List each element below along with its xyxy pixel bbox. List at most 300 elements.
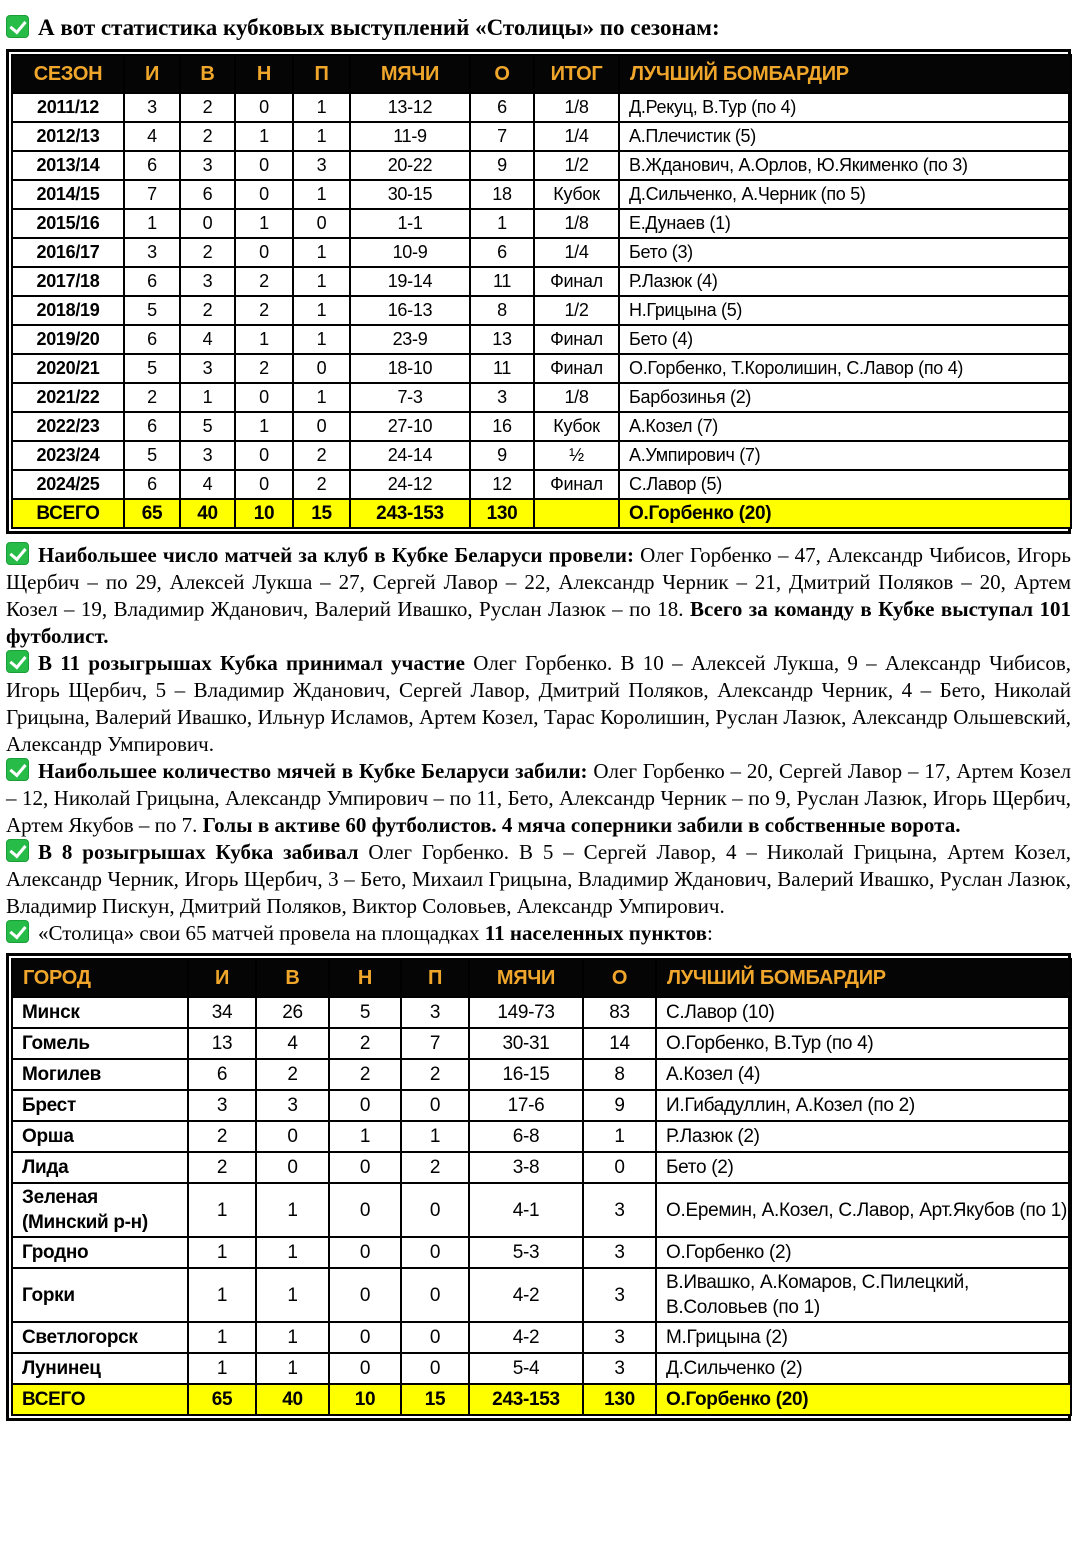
intro-line [6,14,1071,42]
table-cell: 0 [256,1121,329,1152]
table-cell: 2 [401,1152,469,1183]
table-cell: 2012/13 [12,122,124,151]
table-cell: 2011/12 [12,93,124,122]
table-row [12,441,1071,470]
total-cell: 10 [235,499,293,528]
table-cell: 6 [470,93,534,122]
table-cell: 2016/17 [12,238,124,267]
table-cell: 30-31 [469,1028,583,1059]
total-cell: 243-153 [469,1384,583,1415]
table-cell: Минск [12,997,188,1028]
header-cell: СЕЗОН [12,55,124,93]
table-cell: Кубок [534,412,619,441]
table-cell: 4 [256,1028,329,1059]
table-cell: В.Жданович, А.Орлов, Ю.Якименко (по 3) [619,151,1071,180]
table-cell: 2021/22 [12,383,124,412]
table-cell: Лида [12,1152,188,1183]
table-cell: 5 [124,441,180,470]
cities-table [11,958,1072,1416]
table-cell: 7 [124,180,180,209]
table-cell: 2 [188,1152,256,1183]
table-cell: 1/4 [534,122,619,151]
table-cell: 16-15 [469,1059,583,1090]
paragraph [6,758,1071,839]
table-cell: 1 [256,1322,329,1353]
paragraph [6,839,1071,920]
table-cell: 3 [180,354,235,383]
table-row [12,997,1071,1028]
table-cell: А.Умпирович (7) [619,441,1071,470]
table-cell: Бето (3) [619,238,1071,267]
table-cell: 9 [470,151,534,180]
table-cell: Финал [534,267,619,296]
table-cell: 2 [293,470,350,499]
table-cell: Лунинец [12,1353,188,1384]
table-cell: 0 [293,354,350,383]
table-cell: 2 [329,1028,401,1059]
table-cell: 2 [235,354,293,383]
table-cell: 3 [401,997,469,1028]
table-row [12,122,1071,151]
header-cell: ИТОГ [534,55,619,93]
table-cell: 2 [180,296,235,325]
table-cell: 14 [583,1028,656,1059]
table-cell: 0 [329,1353,401,1384]
table-cell: 1 [401,1121,469,1152]
table-cell: 7 [401,1028,469,1059]
table-cell: 13-12 [350,93,470,122]
table-cell: 2 [293,441,350,470]
table-cell: 1 [293,267,350,296]
table-cell: 1 [235,412,293,441]
total-cell: 15 [293,499,350,528]
header-cell: О [470,55,534,93]
table-row [12,1322,1071,1353]
table-row [12,180,1071,209]
table-cell: 3 [583,1322,656,1353]
paragraph-text: Олег Горбенко. В 10 – Алексей Лукша, 9 – Александр Чибисов, Игорь Щербич, 5 – Владимир Жданович, Сергей Лавор, Дмитрий Поляков, Александр Черник, 4 – Бето, Николай Грицына, Валерий Ивашко, Ильнур Исламов, Артем Козел, Тарас Королишин, Руслан Лазюк, Александр Ольшевский, Александр Умпирович. [6,651,1071,757]
table-row [12,354,1071,383]
table-cell: Д.Сильченко (2) [656,1353,1071,1384]
table-cell: Светлогорск [12,1322,188,1353]
table-row [12,1353,1071,1384]
table-cell: 7-3 [350,383,470,412]
table-cell: 0 [235,238,293,267]
table-cell: Е.Дунаев (1) [619,209,1071,238]
table-cell: 5-3 [469,1237,583,1268]
table-cell: 0 [235,441,293,470]
table-cell: 3 [124,238,180,267]
table-cell: ½ [534,441,619,470]
table-cell: 3 [470,383,534,412]
table-cell: 1 [293,93,350,122]
table-cell: 0 [329,1183,401,1237]
table-cell: 9 [583,1090,656,1121]
table-cell: О.Горбенко (2) [656,1237,1071,1268]
table-cell: 4-2 [469,1322,583,1353]
table-cell: 1 [256,1237,329,1268]
total-cell: ВСЕГО [12,1384,188,1415]
table-cell: 2023/24 [12,441,124,470]
total-cell: 10 [329,1384,401,1415]
table-cell: 3 [124,93,180,122]
table-row [12,296,1071,325]
table-cell: 5 [124,354,180,383]
table-cell: 5 [329,997,401,1028]
table-cell: 4 [180,470,235,499]
table-cell: 1/4 [534,238,619,267]
paragraph-text: В 8 розыгрышах Кубка забивал [38,840,369,865]
table-cell: 2015/16 [12,209,124,238]
table-row [12,383,1071,412]
table-cell: 18-10 [350,354,470,383]
total-cell: 40 [180,499,235,528]
table-cell: 2022/23 [12,412,124,441]
table-cell: 2 [124,383,180,412]
table-cell: 11 [470,267,534,296]
table-row [12,1090,1071,1121]
paragraph-text: В 11 розыгрышах Кубка принимал участие [38,651,474,676]
header-cell: В [180,55,235,93]
table-row [12,1152,1071,1183]
total-cell: ВСЕГО [12,499,124,528]
table-row [12,209,1071,238]
table-cell: 2 [401,1059,469,1090]
table-cell: 3 [180,441,235,470]
check-icon [6,650,29,673]
table-row [12,93,1071,122]
table-cell: Горки [12,1268,188,1322]
paragraph-text: : [706,921,713,946]
check-icon [6,758,29,781]
table-cell: Н.Грицына (5) [619,296,1071,325]
table-cell: 2 [180,122,235,151]
table-cell: 34 [188,997,256,1028]
header-cell: И [188,959,256,997]
table-cell: 0 [235,383,293,412]
total-cell: 243-153 [350,499,470,528]
table-cell: Гомель [12,1028,188,1059]
table-cell: 1 [256,1183,329,1237]
table-cell: 4-2 [469,1268,583,1322]
seasons-table [11,54,1072,529]
table-cell: 24-12 [350,470,470,499]
table-cell: А.Плечистик (5) [619,122,1071,151]
table-cell: 2 [180,93,235,122]
table-cell: 16 [470,412,534,441]
table-cell: 5-4 [469,1353,583,1384]
total-cell: О.Горбенко (20) [619,499,1071,528]
table-cell: 13 [188,1028,256,1059]
table-cell: 2018/19 [12,296,124,325]
table-cell: 3 [180,151,235,180]
table-cell: А.Козел (4) [656,1059,1071,1090]
table-cell: Кубок [534,180,619,209]
table-row [12,1059,1071,1090]
table-cell: 1/2 [534,151,619,180]
table-cell: Финал [534,470,619,499]
total-cell: 130 [583,1384,656,1415]
table-cell: Р.Лазюк (2) [656,1121,1071,1152]
total-cell [534,499,619,528]
table-row [12,267,1071,296]
table-cell: 3 [188,1090,256,1121]
table-cell: Д.Сильченко, А.Черник (по 5) [619,180,1071,209]
table-cell: А.Козел (7) [619,412,1071,441]
table-cell: 1 [180,383,235,412]
table-cell: 1 [188,1353,256,1384]
paragraph [6,920,1071,947]
table-cell: 0 [235,180,293,209]
table-cell: 17-6 [469,1090,583,1121]
table-cell: 2 [235,267,293,296]
table-cell: О.Еремин, А.Козел, С.Лавор, Арт.Якубов (по 1) [656,1183,1071,1237]
table-row [12,1237,1071,1268]
table-cell: 6 [124,151,180,180]
header-cell: ЛУЧШИЙ БОМБАРДИР [619,55,1071,93]
paragraphs [6,542,1071,947]
table-cell: 2017/18 [12,267,124,296]
table-cell: Р.Лазюк (4) [619,267,1071,296]
table-cell: 1/8 [534,383,619,412]
table-cell: 8 [470,296,534,325]
header-cell: В [256,959,329,997]
table-cell: 0 [401,1353,469,1384]
table-cell: 0 [583,1152,656,1183]
table-cell: Бето (2) [656,1152,1071,1183]
table-cell: 83 [583,997,656,1028]
table-cell: 19-14 [350,267,470,296]
table-cell: 3-8 [469,1152,583,1183]
table-cell: 0 [235,470,293,499]
table-cell: 0 [180,209,235,238]
check-icon [6,15,29,38]
table-cell: 18 [470,180,534,209]
header-cell: МЯЧИ [469,959,583,997]
table-cell: 0 [401,1183,469,1237]
paragraph-text: Олег Горбенко. В 5 – Сергей Лавор, 4 – Николай Грицына, Артем Козел, Александр Черник, Игорь Щербич, 3 – Бето, Михаил Грицына, Владимир Жданович, Валерий Ивашко, Руслан Лазюк, Владимир Пискун, Дмитрий Поляков, Виктор Соловьев, Александр Умпирович. [6,840,1072,919]
table-cell: 6 [470,238,534,267]
table-cell: Зеленая (Минский р-н) [12,1183,188,1237]
table-cell: 1 [293,238,350,267]
table-row [12,1028,1071,1059]
table-cell: 2019/20 [12,325,124,354]
table-cell: О.Горбенко, Т.Королишин, С.Лавор (по 4) [619,354,1071,383]
table-cell: 1 [188,1322,256,1353]
table-cell: 2 [329,1059,401,1090]
paragraph-text: Голы в активе 60 футболистов. 4 мяча соперники забили в собственные ворота. [202,813,961,838]
header-cell: Н [235,55,293,93]
table-cell: 6 [124,325,180,354]
table-cell: Д.Рекуц, В.Тур (по 4) [619,93,1071,122]
table-cell: 30-15 [350,180,470,209]
table-cell: 0 [293,412,350,441]
table-cell: 0 [401,1090,469,1121]
table-cell: 2014/15 [12,180,124,209]
table-cell: 0 [329,1090,401,1121]
header-cell: О [583,959,656,997]
table-cell: 0 [401,1268,469,1322]
total-row [12,1384,1071,1415]
total-cell: 40 [256,1384,329,1415]
table-cell: 3 [583,1268,656,1322]
table-cell: 26 [256,997,329,1028]
table-cell: 12 [470,470,534,499]
table-cell: 6 [188,1059,256,1090]
table-cell: 1 [256,1268,329,1322]
header-cell: ГОРОД [12,959,188,997]
table-cell: 3 [256,1090,329,1121]
table-cell: 3 [293,151,350,180]
table-cell: 149-73 [469,997,583,1028]
table-cell: 2013/14 [12,151,124,180]
table-cell: О.Горбенко, В.Тур (по 4) [656,1028,1071,1059]
table-cell: 0 [235,93,293,122]
table-cell: 16-13 [350,296,470,325]
table-row [12,1268,1071,1322]
table-cell: 0 [235,151,293,180]
paragraph-text: Наибольшее число матчей за клуб в Кубке Беларуси провели: [38,543,641,568]
table-cell: 3 [583,1183,656,1237]
table-cell: 4-1 [469,1183,583,1237]
table-cell: С.Лавор (5) [619,470,1071,499]
header-row [12,55,1071,93]
table-cell: 13 [470,325,534,354]
total-cell: 65 [188,1384,256,1415]
table-cell: 0 [329,1322,401,1353]
table-cell: 0 [401,1322,469,1353]
table-cell: 1/2 [534,296,619,325]
header-cell: П [401,959,469,997]
table-cell: М.Грицына (2) [656,1322,1071,1353]
table-cell: 1 [235,325,293,354]
table-cell: 1 [188,1237,256,1268]
table-cell: В.Ивашко, А.Комаров, С.Пилецкий, В.Соловьев (по 1) [656,1268,1071,1322]
table-cell: 1 [188,1268,256,1322]
table-cell: 5 [180,412,235,441]
total-cell: 130 [470,499,534,528]
header-cell: П [293,55,350,93]
table-cell: 1 [293,383,350,412]
paragraph-text: Олег Горбенко – 20, Сергей Лавор – 17, Артем Козел – 12, Николай Грицына, Александр Умпирович – по 11, Бето, Александр Черник – по 9, Руслан Лазюк, Игорь Щербич, Артем Якубов – по 7. [6,759,1071,838]
table-cell: 1 [293,180,350,209]
table-cell: 11-9 [350,122,470,151]
table-cell: 1 [293,325,350,354]
table-cell: Орша [12,1121,188,1152]
table-cell: 1 [124,209,180,238]
table-cell: 3 [180,267,235,296]
table-cell: 5 [124,296,180,325]
table-cell: 1 [235,122,293,151]
total-cell: 15 [401,1384,469,1415]
table-cell: 6-8 [469,1121,583,1152]
paragraph-text: Всего за команду в Кубке выступал 101 футболист. [6,597,1071,649]
table-cell: 6 [124,412,180,441]
total-cell: О.Горбенко (20) [656,1384,1071,1415]
table-cell: С.Лавор (10) [656,997,1071,1028]
table-cell: 2024/25 [12,470,124,499]
table-row [12,1183,1071,1237]
check-icon [6,542,29,565]
table-cell: 6 [124,470,180,499]
table-cell: 9 [470,441,534,470]
table-cell: 0 [293,209,350,238]
table-cell: 4 [180,325,235,354]
table-cell: 1 [329,1121,401,1152]
table-row [12,1121,1071,1152]
table-cell: 24-14 [350,441,470,470]
paragraph [6,542,1071,650]
table-cell: Барбозинья (2) [619,383,1071,412]
table-cell: 10-9 [350,238,470,267]
table-cell: 2020/21 [12,354,124,383]
table-cell: 2 [256,1059,329,1090]
table-cell: Финал [534,325,619,354]
table-cell: 1/8 [534,209,619,238]
table-row [12,412,1071,441]
table-cell: Бето (4) [619,325,1071,354]
paragraph [6,650,1071,758]
table-cell: 2 [235,296,293,325]
table-cell: 3 [583,1353,656,1384]
table-cell: 1 [293,296,350,325]
total-cell: 65 [124,499,180,528]
table-cell: 0 [329,1268,401,1322]
table-cell: 8 [583,1059,656,1090]
table-cell: 1 [293,122,350,151]
header-cell: И [124,55,180,93]
paragraph-text: Олег Горбенко – 47, Александр Чибисов, Игорь Щербич – по 29, Алексей Лукша – 27, Сергей Лавор – 22, Александр Черник – 21, Дмитрий Поляков – 20, Артем Козел – 19, Владимир Жданович, Валерий Ивашко, Руслан Лазюк – по 18. [6,543,1071,622]
table-cell: 11 [470,354,534,383]
table-cell: 2 [188,1121,256,1152]
table-cell: 6 [124,267,180,296]
check-icon [6,839,29,862]
table-row [12,325,1071,354]
seasons-table-wrap [6,49,1071,534]
table-row [12,470,1071,499]
table-cell: И.Гибадуллин, А.Козел (по 2) [656,1090,1071,1121]
intro-title: А вот статистика кубковых выступлений «Столицы» по сезонам: [38,15,720,40]
table-cell: 27-10 [350,412,470,441]
table-cell: 0 [329,1237,401,1268]
table-cell: 1 [256,1353,329,1384]
table-cell: 1 [188,1183,256,1237]
table-cell: 1/8 [534,93,619,122]
table-cell: Гродно [12,1237,188,1268]
table-cell: 1 [235,209,293,238]
header-cell: ЛУЧШИЙ БОМБАРДИР [656,959,1071,997]
table-cell: 20-22 [350,151,470,180]
header-cell: МЯЧИ [350,55,470,93]
table-cell: 0 [256,1152,329,1183]
table-cell: 23-9 [350,325,470,354]
table-cell: Финал [534,354,619,383]
paragraph-text: Наибольшее количество мячей в Кубке Беларуси забили: [38,759,594,784]
table-cell: 0 [401,1237,469,1268]
header-row [12,959,1071,997]
table-cell: Брест [12,1090,188,1121]
cities-table-wrap [6,953,1071,1421]
table-cell: 3 [583,1237,656,1268]
table-cell: 7 [470,122,534,151]
table-cell: 4 [124,122,180,151]
paragraph-text: 11 населенных пунктов [484,921,707,946]
table-row [12,151,1071,180]
paragraph-text: «Столица» свои 65 матчей провела на площадках [38,921,485,946]
total-row [12,499,1071,528]
header-cell: Н [329,959,401,997]
table-cell: Могилев [12,1059,188,1090]
